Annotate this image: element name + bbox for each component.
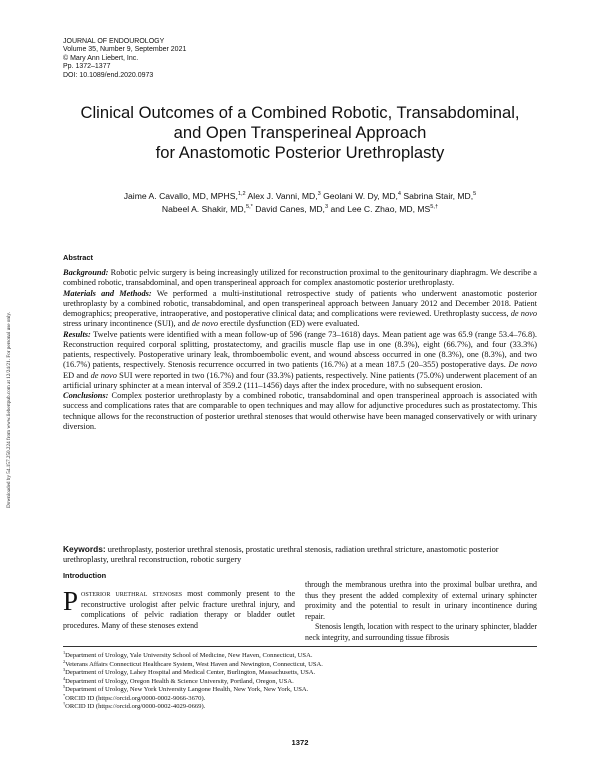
- footnote-mark: †: [63, 700, 66, 706]
- results-term: de novo: [90, 370, 117, 380]
- author-affiliation: 5,*: [246, 203, 253, 210]
- journal-pages: Pp. 1372–1377: [63, 63, 111, 71]
- background-text: Robotic pelvic surgery is being increasingly utilized for reconstruction proximal to the genitourinary diaphragm. We describe a combined robotic, transabdominal, and open transperineal approach for complex anastomotic posterior urethroplasty.: [63, 268, 538, 288]
- results-text: SUI were reported in two (16.7%) and four (33.3%) patients, respectively. Nine patients (75.0%) underwent placement of an artificial urinary sphincter at a mean interval of 359.2 (111–1456) days after the index procedure, with no subsequent erosion.: [63, 370, 537, 390]
- results-term: De novo: [508, 360, 537, 370]
- author-affiliation: 3: [317, 191, 321, 198]
- author: Alex J. Vanni, MD,: [247, 191, 318, 201]
- methods-term: de novo: [510, 309, 537, 318]
- keywords-label: Keywords:: [63, 544, 106, 554]
- title-line-2: and Open Transperineal Approach: [173, 123, 427, 142]
- footnote: [63, 675, 323, 687]
- keywords: [63, 544, 537, 566]
- footnote-mark: 2: [63, 658, 66, 664]
- abstract-background: [63, 268, 537, 289]
- author-affiliation: 1,2: [237, 191, 246, 198]
- intro-paragraph: [63, 586, 295, 631]
- journal-copyright: © Mary Ann Liebert, Inc.: [63, 54, 139, 62]
- footnote: [63, 700, 323, 712]
- download-note: Downloaded by 54.157.250.224 from www.liebertpub.com at 12/24/21. For personal use only.: [6, 312, 12, 508]
- title-line-1: Clinical Outcomes of a Combined Robotic, Transabdominal,: [80, 103, 520, 122]
- footnote-text: Department of Urology, Yale University School of Medicine, New Haven, Connecticut, USA.: [65, 652, 313, 659]
- journal-doi[interactable]: DOI: 10.1089/end.2020.0973: [63, 71, 154, 79]
- footnote: [63, 692, 323, 704]
- author-list: [62, 190, 538, 215]
- author: Jaime A. Cavallo, MD, MPHS,: [123, 191, 238, 201]
- intro-paragraph: through the membranous urethra into the proximal bulbar urethra, and thus they present the added complexity of external urinary sphincter proximity and the potential to result in urinary incontinence during repair.: [305, 580, 537, 621]
- footnote: [63, 658, 323, 670]
- footnote-text: Department of Urology, Oregon Health & Science University, Portland, Oregon, USA.: [65, 677, 294, 685]
- intro-column-1: [63, 586, 295, 631]
- download-watermark: [3, 200, 15, 620]
- methods-label: Materials and Methods:: [63, 288, 152, 298]
- footnote-text: Veterans Affairs Connecticut Healthcare System, West Haven and Newington, Connecticut, USA.: [65, 660, 323, 668]
- footnote-divider: [63, 646, 537, 647]
- author-affiliation: 3: [324, 203, 329, 210]
- footnote-text[interactable]: ORCID ID (https://orcid.org/0000-0002-4029-0669).: [65, 703, 206, 710]
- journal-name: JOURNAL OF ENDOUROLOGY: [63, 38, 165, 45]
- background-label: Background:: [63, 268, 109, 277]
- intro-paragraph: Stenosis length, location with respect to the urinary sphincter, bladder neck integrity, and surrounding tissue fibrosis: [305, 622, 537, 642]
- results-text: Twelve patients were identified with a mean follow-up of 596 (range 73–1618) days. Mean patient age was 65.9 (range 53.4–76.8). Reconstruction required corporal splitting, prostatectomy, and gracilis muscle flap use in one (8.3%), eight (66.7%), and four (33.3%) patients, respectively. Postoperative urinary leak, thromboembolic event, and wound abscess occurred in one (8.3%), one (8.3%), and two (16.7%) patients, respectively. Stenosis recurrence occurred in two patients (16.7%) at a mean 187.5 (20–355) postoperative days.: [63, 329, 537, 370]
- footnote-text: Department of Urology, New York University Langone Health, New York, New York, USA.: [65, 686, 309, 693]
- abstract-heading: Abstract: [63, 253, 93, 262]
- methods-text: erectile dysfunction (ED) were evaluated.: [220, 319, 360, 329]
- author: David Canes, MD,: [255, 203, 325, 214]
- author: Sabrina Stair, MD,: [403, 191, 474, 201]
- results-text: ED and: [63, 370, 89, 380]
- methods-text: stress urinary incontinence (SUI), and: [63, 319, 190, 329]
- introduction-heading: Introduction: [63, 571, 107, 580]
- title-line-3: for Anastomotic Posterior Urethroplasty: [155, 143, 445, 162]
- intro-column-2: [305, 580, 537, 643]
- journal-volume: Volume 35, Number 9, September 2021: [63, 46, 187, 54]
- author: Nabeel A. Shakir, MD,: [161, 203, 246, 214]
- footnote-mark: 1: [63, 649, 66, 655]
- author-conjunction: and: [330, 203, 345, 214]
- intro-lead-in: osterior urethral stenoses: [81, 589, 183, 598]
- abstract-methods: [63, 289, 537, 330]
- abstract-conclusions: [63, 391, 537, 432]
- footnote-mark: 5: [63, 683, 66, 689]
- abstract-results: [63, 330, 537, 392]
- methods-text: We performed a multi-institutional retrospective study of patients who underwent anastomotic posterior urethroplasty by a combined robotic, transabdominal, and open transperineal approach between January 2012 and December 2018. Patient demographics; preoperative, intraoperative, and postoperative clinical data; and complications were reviewed. Urethroplasty success,: [63, 288, 537, 318]
- intro-text: most commonly present to the reconstructive urologist after pelvic fracture urethral injury, and complications of pelvic radiation therapy or bladder outlet procedures. Many of these stenoses extend: [63, 589, 295, 630]
- footnotes: [63, 649, 323, 712]
- article-title: [40, 103, 560, 163]
- author-affiliation: 4: [397, 191, 402, 198]
- footnote-text[interactable]: ORCID ID (https://orcid.org/0000-0002-9066-3670).: [65, 694, 206, 702]
- author-affiliation: 5: [473, 191, 477, 198]
- results-label: Results:: [63, 329, 91, 339]
- page-number: 1372: [291, 738, 309, 747]
- footnote-mark: 4: [63, 675, 66, 681]
- keywords-text: urethroplasty, posterior urethral stenosis, prostatic urethral stenosis, radiation urethral stricture, anastomotic posterior urethroplasty, urethral reconstruction, robotic surgery: [63, 545, 499, 565]
- conclusions-text: Complex posterior urethroplasty by a combined robotic, transabdominal and open transperineal approach is associated with success and complications rates that are comparable to open techniques and may allow for adjunctive procedures such as prostatectomy. This technique allows for the reconstruction of posterior urethral stenoses that would otherwise have been managed conservatively or with urinary diversion.: [63, 391, 537, 431]
- drop-cap: P: [63, 586, 79, 616]
- author-line-1: [62, 190, 538, 203]
- author-affiliation: 5,†: [430, 203, 439, 210]
- journal-header: [63, 38, 186, 80]
- methods-term: de novo: [191, 319, 219, 329]
- author: Geolani W. Dy, MD,: [323, 191, 398, 201]
- conclusions-label: Conclusions:: [63, 391, 109, 400]
- footnote-mark: 3: [63, 666, 66, 672]
- footnote-text: Department of Urology, Lahey Hospital and Medical Center, Burlington, Massachusetts, USA.: [65, 669, 316, 676]
- author-line-2: [62, 203, 538, 216]
- author: Lee C. Zhao, MD, MS: [347, 203, 431, 214]
- abstract-body: [63, 268, 537, 432]
- footnote-mark: *: [63, 692, 66, 698]
